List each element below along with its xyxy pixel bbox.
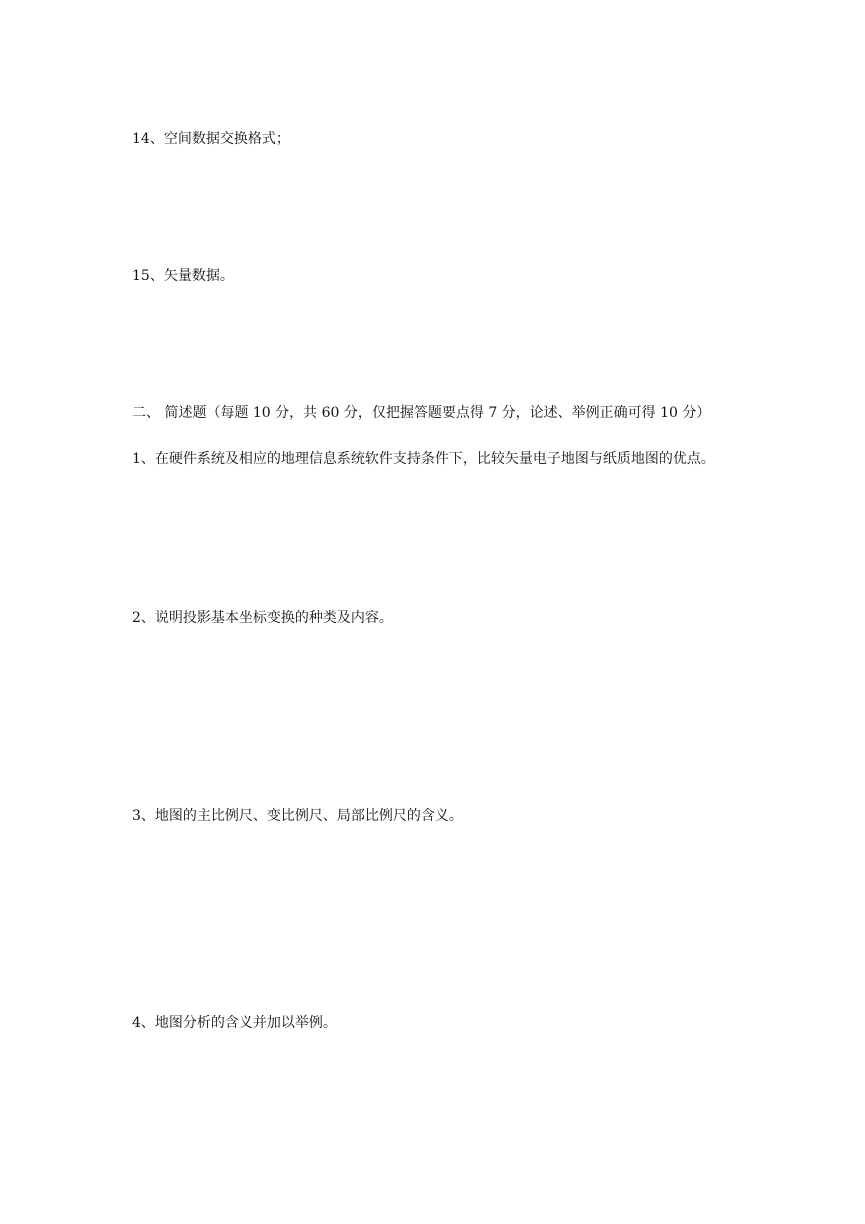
question-15: 15、矢量数据。 (132, 268, 234, 284)
section-2-heading: 二、 简述题（每题 10 分，共 60 分，仅把握答题要点得 7 分，论述、举例正确可得 10 分） (132, 405, 711, 421)
short-answer-3: 3、地图的主比例尺、变比例尺、局部比例尺的含义。 (132, 808, 463, 824)
short-answer-4: 4、地图分析的含义并加以举例。 (132, 1015, 337, 1031)
short-answer-1: 1、在硬件系统及相应的地理信息系统软件支持条件下，比较矢量电子地图与纸质地图的优点。 (132, 451, 715, 467)
short-answer-2: 2、说明投影基本坐标变换的种类及内容。 (132, 610, 393, 626)
question-14: 14、空间数据交换格式； (132, 131, 290, 147)
